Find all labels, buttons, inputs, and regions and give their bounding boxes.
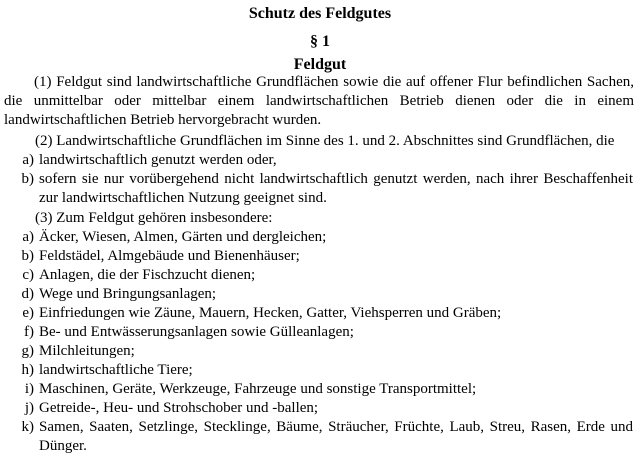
list-item-letter: e) (22, 305, 34, 321)
list-item-letter: b) (21, 248, 34, 264)
paragraph-1-line: (1) Feldgut sind landwirtschaftliche Grundflächen sowie die auf offener Flur befindlichen Sachen, (34, 74, 634, 90)
list-item-text: Samen, Saaten, Setzlinge, Stecklinge, Bäume, Sträucher, Früchte, Laub, Streu, Rasen, Erde und (39, 419, 633, 435)
list-item-letter: a) (22, 229, 34, 245)
paragraph-3-intro: (3) Zum Feldgut gehören insbesondere: (35, 210, 273, 226)
list-item-letter: j) (24, 400, 34, 416)
list-item-letter: a) (22, 152, 34, 168)
list-item-text: Dünger. (39, 438, 87, 454)
list-item-text: Feldstädel, Almgebäude und Bienenhäuser; (39, 248, 300, 264)
list-item-letter: c) (22, 267, 34, 283)
section-number: § 1 (310, 33, 330, 50)
list-item-text: Be- und Entwässerungsanlagen sowie Gülleanlagen; (39, 324, 354, 340)
list-item-letter: d) (21, 286, 34, 302)
section-title: Feldgut (293, 56, 347, 73)
list-item-text: Getreide-, Heu- und Strohschober und -ballen; (39, 400, 319, 416)
paragraph-2-intro: (2) Landwirtschaftliche Grundflächen im Sinne des 1. und 2. Abschnittes sind Grundflächen, die (35, 133, 615, 149)
list-item-letter: f) (24, 324, 34, 340)
list-item-letter: h) (21, 362, 34, 378)
list-item-text: Milchleitungen; (39, 343, 135, 359)
list-item-text: Äcker, Wiesen, Almen, Gärten und dergleichen; (39, 229, 327, 245)
list-item-text: landwirtschaftlich genutzt werden oder, (39, 152, 277, 168)
list-item-letter: k) (21, 419, 34, 435)
paragraph-1 (4, 73, 634, 130)
paragraph-1-line: landwirtschaftlichen Betrieb hervorgebracht wurden. (4, 112, 322, 128)
list-item-text: sofern sie nur vorübergehend nicht landwirtschaftlich genutzt werden, nach ihrer Beschaffenheit (39, 171, 633, 187)
paragraph-1-line: die unmittelbar oder mittelbar einem landwirtschaftlichen Betrieb dienen oder die in einem (4, 93, 634, 109)
heading: Schutz des Feldgutes (248, 5, 392, 22)
list-item-text: zur landwirtschaftlichen Nutzung geeignet sind. (39, 190, 327, 206)
list-item-text: Maschinen, Geräte, Werkzeuge, Fahrzeuge und sonstige Transportmittel; (39, 381, 477, 397)
list-item-letter: b) (21, 171, 34, 187)
list-item-text: landwirtschaftliche Tiere; (39, 362, 193, 378)
list-item-text: Wege und Bringungsanlagen; (39, 286, 217, 302)
list-item-letter: i) (24, 381, 34, 397)
list-item-letter: g) (21, 343, 34, 359)
list-item-text: Einfriedungen wie Zäune, Mauern, Hecken, Gatter, Viehsperren und Gräben; (39, 305, 502, 321)
list-item-text: Anlagen, die der Fischzucht dienen; (39, 267, 256, 283)
